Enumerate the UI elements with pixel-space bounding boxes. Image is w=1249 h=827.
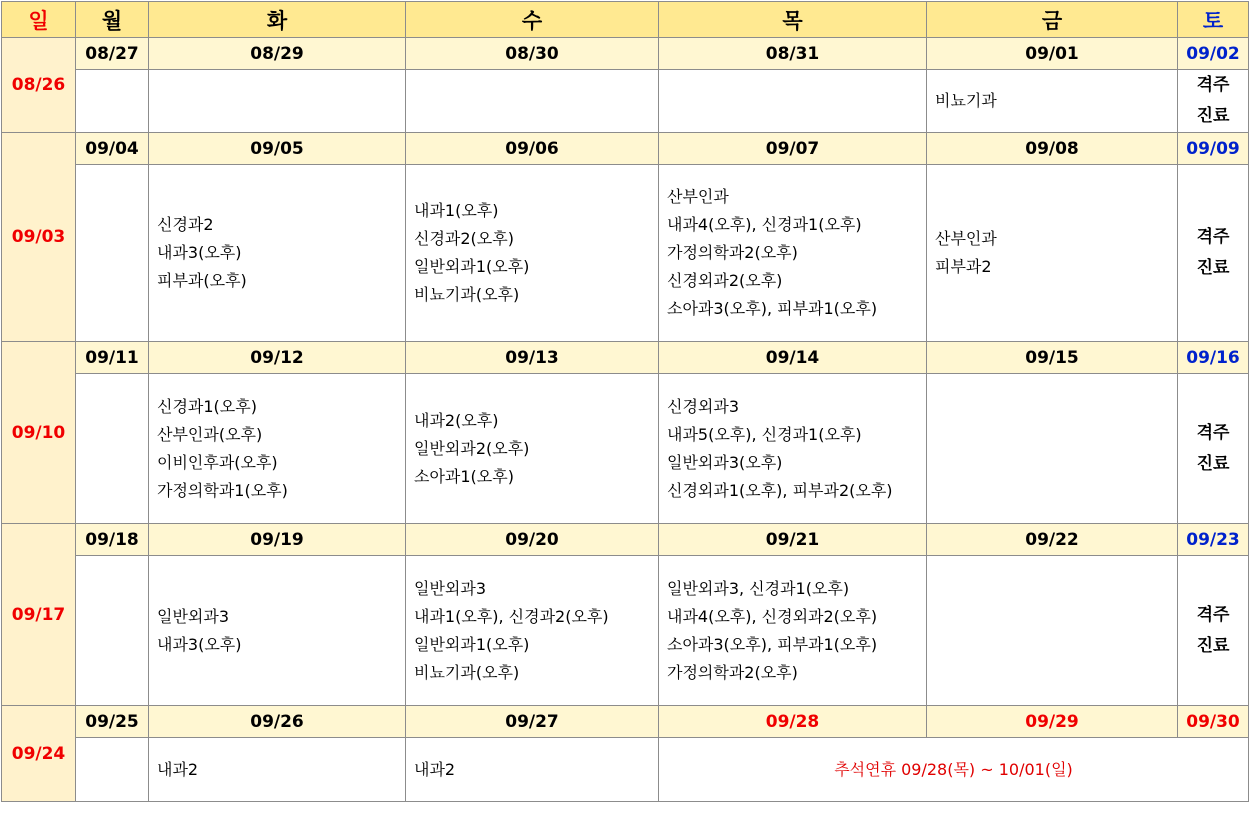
header-sunday: 일 xyxy=(2,2,76,38)
tuesday-schedule xyxy=(149,374,406,524)
clinic-entry: 내과5(오후), 신경과1(오후) xyxy=(667,424,862,444)
wednesday-date: 09/20 xyxy=(406,524,659,556)
tuesday-date: 08/29 xyxy=(149,38,406,70)
thursday-schedule xyxy=(659,556,927,706)
week-schedule-row xyxy=(2,738,1249,802)
week-date-row xyxy=(2,133,1249,165)
clinic-entry: 신경과1(오후) xyxy=(157,396,257,416)
wednesday-date: 09/13 xyxy=(406,342,659,374)
week-date-row xyxy=(2,524,1249,556)
monday-date: 08/27 xyxy=(76,38,149,70)
friday-schedule xyxy=(927,165,1178,342)
clinic-entry: 신경과2(오후) xyxy=(414,229,514,248)
saturday-date: 09/23 xyxy=(1178,524,1249,556)
clinic-entry: 격주 xyxy=(1196,227,1230,247)
tuesday-date: 09/19 xyxy=(149,524,406,556)
sunday-date: 09/17 xyxy=(2,524,76,706)
clinic-entry: 일반외과3 xyxy=(157,606,230,626)
clinic-entry: 소아과3(오후), 피부과1(오후) xyxy=(667,299,878,318)
wednesday-schedule: 내과2 xyxy=(406,738,659,802)
clinic-entry: 신경외과1(오후), 피부과2(오후) xyxy=(667,480,893,500)
clinic-entry: 가정의학과2(오후) xyxy=(667,243,798,262)
week-date-row xyxy=(2,342,1249,374)
week-schedule-row xyxy=(2,374,1249,524)
header-thursday: 목 xyxy=(659,2,927,38)
clinic-entry: 일반외과2(오후) xyxy=(414,438,530,458)
weekday-header-row xyxy=(2,2,1249,38)
wednesday-date: 09/06 xyxy=(406,133,659,165)
thursday-date: 09/07 xyxy=(659,133,927,165)
friday-schedule xyxy=(927,374,1178,524)
holiday-notice: 추석연휴 09/28(목) ~ 10/01(일) xyxy=(659,738,1249,802)
tuesday-date: 09/26 xyxy=(149,706,406,738)
clinic-entry: 소아과3(오후), 피부과1(오후) xyxy=(667,634,878,654)
header-friday: 금 xyxy=(927,2,1178,38)
saturday-schedule xyxy=(1178,70,1249,133)
clinic-entry: 피부과(오후) xyxy=(157,271,247,290)
clinic-schedule-calendar xyxy=(1,1,1249,802)
clinic-entry: 일반외과1(오후) xyxy=(414,634,530,654)
thursday-date: 08/31 xyxy=(659,38,927,70)
clinic-entry: 일반외과3(오후) xyxy=(667,452,783,472)
friday-date: 09/01 xyxy=(927,38,1178,70)
wednesday-date: 08/30 xyxy=(406,38,659,70)
monday-date: 09/25 xyxy=(76,706,149,738)
saturday-date: 09/02 xyxy=(1178,38,1249,70)
friday-date: 09/15 xyxy=(927,342,1178,374)
clinic-entry: 내과4(오후), 신경과1(오후) xyxy=(667,215,862,234)
saturday-date: 09/30 xyxy=(1178,706,1249,738)
monday-schedule xyxy=(76,165,149,342)
tuesday-date: 09/05 xyxy=(149,133,406,165)
clinic-entry: 격주 xyxy=(1196,422,1230,443)
clinic-entry: 내과1(오후) xyxy=(414,201,499,220)
clinic-entry: 내과2(오후) xyxy=(414,410,499,430)
clinic-entry: 내과4(오후), 신경외과2(오후) xyxy=(667,606,878,626)
week-schedule-row xyxy=(2,556,1249,706)
header-monday: 월 xyxy=(76,2,149,38)
week-schedule-row xyxy=(2,165,1249,342)
tuesday-schedule xyxy=(149,70,406,133)
saturday-schedule xyxy=(1178,165,1249,342)
wednesday-schedule xyxy=(406,374,659,524)
week-schedule-row xyxy=(2,70,1249,133)
clinic-entry: 진료 xyxy=(1196,453,1230,474)
thursday-schedule xyxy=(659,374,927,524)
friday-schedule xyxy=(927,70,1178,133)
clinic-entry: 소아과1(오후) xyxy=(414,466,514,486)
sunday-date: 09/10 xyxy=(2,342,76,524)
monday-date: 09/04 xyxy=(76,133,149,165)
header-saturday: 토 xyxy=(1178,2,1249,38)
saturday-date: 09/09 xyxy=(1178,133,1249,165)
tuesday-schedule xyxy=(149,556,406,706)
clinic-entry: 격주 xyxy=(1196,75,1230,95)
monday-schedule xyxy=(76,738,149,802)
thursday-date: 09/28 xyxy=(659,706,927,738)
friday-date: 09/22 xyxy=(927,524,1178,556)
thursday-schedule xyxy=(659,70,927,133)
week-date-row xyxy=(2,38,1249,70)
monday-schedule xyxy=(76,70,149,133)
clinic-entry: 이비인후과(오후) xyxy=(157,452,278,472)
clinic-entry: 내과1(오후), 신경과2(오후) xyxy=(414,606,609,626)
clinic-entry: 내과3(오후) xyxy=(157,634,242,654)
friday-date: 09/29 xyxy=(927,706,1178,738)
clinic-entry: 가정의학과1(오후) xyxy=(157,480,288,500)
monday-date: 09/11 xyxy=(76,342,149,374)
header-tuesday: 화 xyxy=(149,2,406,38)
monday-date: 09/18 xyxy=(76,524,149,556)
clinic-entry: 비뇨기과 xyxy=(935,91,997,110)
clinic-entry: 일반외과3, 신경과1(오후) xyxy=(667,578,850,598)
clinic-entry: 진료 xyxy=(1196,106,1230,126)
clinic-entry: 비뇨기과(오후) xyxy=(414,662,520,682)
clinic-entry: 진료 xyxy=(1196,635,1230,656)
clinic-entry: 가정의학과2(오후) xyxy=(667,662,798,682)
monday-schedule xyxy=(76,556,149,706)
wednesday-schedule xyxy=(406,165,659,342)
clinic-entry: 신경과2 xyxy=(157,215,214,234)
friday-schedule xyxy=(927,556,1178,706)
clinic-entry: 일반외과3 xyxy=(414,578,487,598)
friday-date: 09/08 xyxy=(927,133,1178,165)
tuesday-date: 09/12 xyxy=(149,342,406,374)
sunday-date: 09/24 xyxy=(2,706,76,802)
clinic-entry: 일반외과1(오후) xyxy=(414,257,530,276)
clinic-entry: 내과3(오후) xyxy=(157,243,242,262)
wednesday-schedule xyxy=(406,70,659,133)
clinic-entry: 격주 xyxy=(1196,604,1230,625)
clinic-entry: 신경외과2(오후) xyxy=(667,271,783,290)
tuesday-schedule: 내과2 xyxy=(149,738,406,802)
thursday-date: 09/14 xyxy=(659,342,927,374)
clinic-entry: 산부인과 xyxy=(935,229,997,248)
tuesday-schedule xyxy=(149,165,406,342)
clinic-entry: 신경외과3 xyxy=(667,396,740,416)
wednesday-schedule xyxy=(406,556,659,706)
clinic-entry: 진료 xyxy=(1196,258,1230,278)
saturday-date: 09/16 xyxy=(1178,342,1249,374)
sunday-date: 09/03 xyxy=(2,133,76,342)
clinic-entry: 산부인과(오후) xyxy=(157,424,263,444)
week-date-row xyxy=(2,706,1249,738)
clinic-entry: 피부과2 xyxy=(935,257,992,276)
clinic-entry: 비뇨기과(오후) xyxy=(414,285,520,304)
wednesday-date: 09/27 xyxy=(406,706,659,738)
clinic-entry: 산부인과 xyxy=(667,187,729,206)
thursday-date: 09/21 xyxy=(659,524,927,556)
thursday-schedule xyxy=(659,165,927,342)
monday-schedule xyxy=(76,374,149,524)
saturday-schedule xyxy=(1178,374,1249,524)
sunday-date: 08/26 xyxy=(2,38,76,133)
header-wednesday: 수 xyxy=(406,2,659,38)
saturday-schedule xyxy=(1178,556,1249,706)
